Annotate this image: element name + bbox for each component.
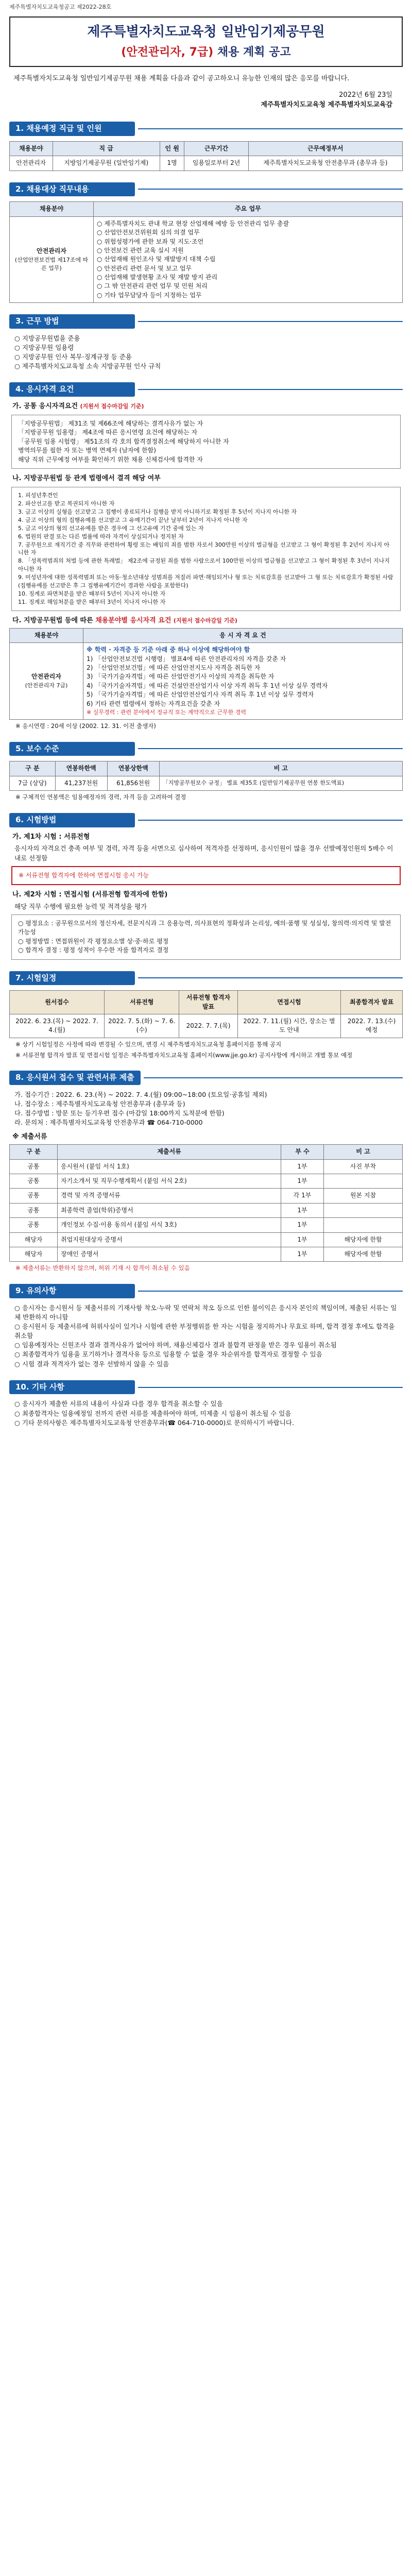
cell: 안전관리자 bbox=[10, 156, 53, 171]
duties-table bbox=[9, 201, 403, 303]
list-item: ○ 응시원서 등 제출서류에 허위사실이 있거나 시험에 관한 부정행위를 한 자는 시험을 정지하거나 무효로 하며, 합격 결정 후에도 합격을 취소함 bbox=[14, 1323, 395, 1340]
th-doc: 부 수 bbox=[281, 1145, 324, 1159]
section-8-header bbox=[9, 1071, 403, 1085]
section-2-title: 2. 채용대상 직무내용 bbox=[9, 182, 135, 197]
section-4-header bbox=[9, 382, 403, 397]
th-class: 구 분 bbox=[10, 761, 56, 776]
cell: 제주특별자치도교육청 안전총무과 (총무과 등) bbox=[248, 156, 402, 171]
disqualification-box bbox=[11, 487, 401, 611]
sub3-note: (지원서 접수마감일 기준) bbox=[173, 617, 237, 624]
section-2-header bbox=[9, 182, 403, 197]
cell: 1부 bbox=[281, 1159, 324, 1174]
th-dept: 근무예정부서 bbox=[248, 141, 402, 156]
th-min: 연봉하한액 bbox=[55, 761, 107, 776]
cell: 1부 bbox=[281, 1218, 324, 1232]
title-rest: 채용 계획 공고 bbox=[213, 45, 291, 59]
cell: 41,237천원 bbox=[55, 776, 107, 790]
round2-heading: 나. 제2차 시험 : 면접시험 (서류전형 합격자에 한함) bbox=[12, 891, 168, 899]
list-item: 5. 금고 이상의 형의 선고유예를 받은 경우에 그 선고유예 기간 중에 있는 자 bbox=[18, 524, 204, 532]
cell: 「지방공무원보수 규정」 별표 제35호 (일반임기제공무원 연봉 한도액표) bbox=[159, 776, 402, 790]
list-item: ○ 기타 문의사항은 제주특별자치도교육청 안전총무과(☎ 064-710-0000)로 문의하시기 바랍니다. bbox=[14, 1418, 294, 1427]
table-row bbox=[10, 1159, 403, 1174]
th-sched: 서류전형 합격자 발표 bbox=[179, 991, 237, 1014]
list-item: 4) 「국가기술자격법」에 따른 건설안전산업기사 이상 자격 취득 후 1년 이상 실무 경력자 bbox=[87, 682, 328, 689]
list-item: ○ 지방공무원 임용령 bbox=[14, 344, 74, 352]
list-item: 2) 「산업안전보건법」에 따른 산업안전지도사 자격을 취득한 자 bbox=[87, 664, 261, 672]
cell: 공통 bbox=[10, 1218, 58, 1232]
round1-box: ※ 서류전형 합격자에 한하여 면접시험 응시 가능 bbox=[11, 866, 401, 885]
cell: 공통 bbox=[10, 1159, 58, 1174]
title-line2 bbox=[18, 44, 394, 61]
th-requirements: 응 시 자 격 요 건 bbox=[83, 628, 403, 642]
intro-text: 제주특별자치도교육청 일반임기제공무원 채용 계획을 다음과 같이 공고하오니 유능한 인재의 많은 응모를 바랍니다. bbox=[13, 74, 350, 82]
schedule-note: ※ 상기 시험일정은 사정에 따라 변경될 수 있으며, 변경 시 제주특별자치도교육청 홈페이지를 통해 공지 bbox=[15, 1040, 282, 1048]
th-field: 채용분야 bbox=[10, 202, 94, 216]
list-item: ○ 산업재해 발생현황 조사 및 재발 방지 관리 bbox=[97, 274, 218, 281]
salary-note: ※ 구체적인 연봉액은 임용예정자의 경력, 자격 등을 고려하여 결정 bbox=[15, 793, 186, 801]
cell: 2022. 7. 13.(수) 예정 bbox=[341, 1014, 403, 1038]
caution-list bbox=[14, 1303, 398, 1369]
table-row bbox=[10, 643, 403, 720]
recruitment-table bbox=[9, 141, 403, 171]
th-sched: 원서접수 bbox=[10, 991, 105, 1014]
documents-note: ※ 제출서류는 반환하지 않으며, 허위 기재 시 합격이 취소될 수 있음 bbox=[15, 1264, 190, 1272]
cell: 1부 bbox=[281, 1174, 324, 1189]
salary-table bbox=[9, 761, 403, 791]
list-item: 6) 기타 관련 법령에서 정하는 자격요건을 갖춘 자 bbox=[87, 700, 220, 707]
th-duties: 주요 업무 bbox=[94, 202, 403, 216]
duty-field-cell bbox=[10, 216, 94, 303]
req-main: ※ 학력 · 자격증 등 기준 아래 중 하나 이상에 해당하여야 함 bbox=[87, 646, 250, 654]
th-max: 연봉상한액 bbox=[107, 761, 159, 776]
list-item: ○ 최종합격자는 임용예정일 전까지 관련 서류를 제출하여야 하며, 미제출 시 임용이 취소될 수 있음 bbox=[14, 1409, 291, 1417]
list-item: ○ 평정요소 : 공무원으로서의 정신자세, 전문지식과 그 응용능력, 의사표현의 정확성과 논리성, 예의·품행 및 성실성, 창의력·의지력 및 발전 가능성 bbox=[18, 919, 391, 936]
announcement-date: 2022년 6월 23일 bbox=[339, 91, 392, 99]
issuer: 제주특별자치도교육청 제주특별자치도교육감 bbox=[261, 101, 392, 109]
list-item: ○ 기타 업무담당자 등이 지정하는 업무 bbox=[97, 291, 202, 299]
cell: 장애인 증명서 bbox=[58, 1247, 281, 1262]
section-1-header bbox=[9, 122, 403, 136]
list-item: 11. 징계로 해임처분을 받은 때부터 3년이 지나지 아니한 자 bbox=[18, 599, 166, 606]
sub1-label: 가. 공통 응시자격요건 bbox=[12, 402, 78, 411]
cell: 1부 bbox=[281, 1203, 324, 1217]
cell: 2022. 7. 11.(월) 시간, 장소는 별도 안내 bbox=[237, 1014, 341, 1038]
th-field: 채용분야 bbox=[10, 628, 83, 642]
th-count: 인 원 bbox=[160, 141, 184, 156]
list-item: ○ 임용예정자는 신원조사 결과 결격사유가 없어야 하며, 채용신체검사 결과 불합격 판정을 받은 경우 임용이 취소됨 bbox=[14, 1341, 337, 1349]
list-item: 9. 미성년자에 대한 성폭력범죄 또는 아동·청소년대상 성범죄를 저질러 파면·해임되거나 형 또는 치료감호를 선고받아 그 형 또는 치료감호가 확정된 사람(집행유예를 선고받은 후 그 집행유예기간이 경과한 사람을 포함한다) bbox=[18, 574, 393, 589]
cell: 해당자 bbox=[10, 1247, 58, 1262]
list-item: 1) 「산업안전보건법 시행령」 별표4에 따른 안전관리자의 자격을 갖춘 자 bbox=[87, 655, 286, 663]
req-note: ※ 실무경력 : 관련 분야에서 정규직 또는 계약직으로 근무한 경력 bbox=[87, 708, 247, 716]
list-item: 5) 「국가기술자격법」에 따른 산업안전산업기사 자격 취득 후 1년 이상 실무 경력자 bbox=[87, 691, 314, 699]
duty-field-sub: (산업안전보건법 제17조에 따른 업무) bbox=[14, 256, 89, 272]
req-field-cell bbox=[10, 643, 83, 720]
th-sched: 최종합격자 발표 bbox=[341, 991, 403, 1014]
section-6-title: 6. 시험방법 bbox=[9, 813, 135, 827]
work-method-list bbox=[14, 334, 398, 371]
list-item: 다. 접수방법 : 방문 또는 등기우편 접수 (마감일 18:00까지 도착분에 한함) bbox=[14, 1109, 225, 1117]
sub1-note: (지원서 접수마감일 기준) bbox=[80, 403, 144, 410]
round1-heading: 가. 제1차 시험 : 서류전형 bbox=[12, 833, 90, 841]
duty-list-cell bbox=[94, 216, 403, 303]
cell: 2022. 6. 23.(목) ~ 2022. 7. 4.(월) bbox=[10, 1014, 105, 1038]
th-field: 채용분야 bbox=[10, 141, 53, 156]
req-list-cell bbox=[83, 643, 403, 720]
section-6-header bbox=[9, 813, 403, 827]
cell: 각 1부 bbox=[281, 1189, 324, 1203]
sub3-highlight: 채용분야별 응시자격 요건 bbox=[95, 617, 171, 624]
documents-heading: ※ 제출서류 bbox=[12, 1133, 47, 1141]
list-item: ○ 제주특별자치도교육청 소속 지방공무원 인사 규칙 bbox=[14, 362, 161, 370]
list-item: 가. 접수기간 : 2022. 6. 23.(목) ~ 2022. 7. 4.(월) 09:00~18:00 (토요일·공휴일 제외) bbox=[14, 1090, 267, 1098]
cell: 1부 bbox=[281, 1247, 324, 1262]
table-row bbox=[10, 1203, 403, 1217]
section-5-title: 5. 보수 수준 bbox=[9, 742, 135, 756]
list-item: ○ 산업안전보건위원회 심의 의결 업무 bbox=[97, 229, 200, 236]
cell bbox=[324, 1174, 403, 1189]
cell bbox=[324, 1203, 403, 1217]
list-item: 「지방공무원법」 제31조 및 제66조에 해당하는 결격사유가 없는 자 bbox=[18, 420, 203, 428]
subheading-common bbox=[12, 402, 400, 412]
cell: 1명 bbox=[160, 156, 184, 171]
list-item: 병역의무를 필한 자 또는 병역 면제자 (남자에 한함) bbox=[18, 447, 156, 454]
table-row bbox=[10, 1174, 403, 1189]
section-5-header bbox=[9, 742, 403, 756]
list-item: 2. 파산선고를 받고 복권되지 아니한 자 bbox=[18, 500, 115, 507]
list-item: ○ 합격자 결정 : 평정 성적이 우수한 자를 합격자로 결정 bbox=[18, 946, 169, 954]
req-field: 안전관리자 bbox=[31, 673, 61, 681]
round2-box bbox=[11, 914, 401, 960]
list-item: ○ 위험성평가에 관한 보좌 및 지도·조언 bbox=[97, 238, 204, 245]
th-doc: 비 고 bbox=[324, 1145, 403, 1159]
section-9-title: 9. 유의사항 bbox=[9, 1284, 135, 1298]
list-item: 「공무원 임용 시험령」 제51조의 각 호의 합격결정취소에 해당하지 아니한 자 bbox=[18, 437, 229, 445]
list-item: ○ 응시자는 응시원서 등 제출서류의 기재사항 착오·누락 및 연락처 착오 등으로 인한 불이익은 응시자 본인의 책임이며, 제출된 서류는 일체 반환하지 아니함 bbox=[14, 1303, 397, 1321]
application-info bbox=[14, 1090, 398, 1128]
cell: 7급 (상당) bbox=[10, 776, 56, 790]
title-line1: 제주특별자치도교육청 일반임기제공무원 bbox=[87, 24, 325, 40]
list-item: ○ 지방공무원법을 준용 bbox=[14, 334, 80, 342]
cell: 응시원서 (붙임 서식 1호) bbox=[58, 1159, 281, 1174]
cell: 원본 지참 bbox=[324, 1189, 403, 1203]
documents-table bbox=[9, 1144, 403, 1262]
list-item: ○ 그 밖 안전관리 관련 업무 및 민원 처리 bbox=[97, 282, 208, 290]
th-doc: 구 분 bbox=[10, 1145, 58, 1159]
th-grade: 직 급 bbox=[53, 141, 160, 156]
cell: 해당자에 한함 bbox=[324, 1247, 403, 1262]
th-sched: 면접시험 bbox=[237, 991, 341, 1014]
title-highlight: (안전관리자, 7급) bbox=[121, 45, 214, 59]
list-item: 라. 문의처 : 제주특별자치도교육청 안전총무과 ☎ 064-710-0000 bbox=[14, 1118, 203, 1127]
common-requirements-box bbox=[11, 415, 401, 469]
th-sched: 서류전형 bbox=[104, 991, 179, 1014]
schedule-table bbox=[9, 990, 403, 1038]
table-row bbox=[10, 216, 403, 303]
section-3-header bbox=[9, 314, 403, 329]
cell: 사진 부착 bbox=[324, 1159, 403, 1174]
cell: 공통 bbox=[10, 1189, 58, 1203]
table-row bbox=[10, 1014, 403, 1038]
section-4-title: 4. 응시자격 요건 bbox=[9, 382, 135, 397]
requirements-table bbox=[9, 628, 403, 720]
th-remark: 비 고 bbox=[159, 761, 402, 776]
subheading-specific bbox=[12, 616, 400, 626]
list-item: ○ 제주특별자치도 관내 학교 현장 산업재해 예방 등 안전관리 업무 총괄 bbox=[97, 219, 289, 227]
section-9-header bbox=[9, 1284, 403, 1298]
list-item: ○ 최종합격자가 임용을 포기하거나 결격사유 등으로 임용할 수 없을 경우 차순위자를 합격자로 결정할 수 있음 bbox=[14, 1350, 322, 1359]
list-item: 10. 징계로 파면처분을 받은 때부터 5년이 지나지 아니한 자 bbox=[18, 590, 166, 598]
section-1-title: 1. 채용예정 직급 및 인원 bbox=[9, 122, 135, 136]
cell: 공통 bbox=[10, 1203, 58, 1217]
table-row bbox=[10, 1218, 403, 1232]
list-item: ○ 지방공무원 인사 복무·징계규정 등 준용 bbox=[14, 353, 132, 361]
req-field-sub: (안전관리자 7급) bbox=[25, 682, 68, 689]
cell: 자기소개서 및 직무수행계획서 (붙임 서식 2호) bbox=[58, 1174, 281, 1189]
cell: 2022. 7. 5.(화) ~ 7. 6.(수) bbox=[104, 1014, 179, 1038]
other-list bbox=[14, 1399, 398, 1427]
list-item: 해당 직위 근무예정 여부를 확인하기 위한 채용 신체검사에 합격한 자 bbox=[18, 455, 203, 463]
list-item: ○ 산업재해 원인조사 및 재발방지 대책 수립 bbox=[97, 256, 216, 263]
cell: 1부 bbox=[281, 1232, 324, 1247]
age-note: ※ 응시연령 : 20세 이상 (2002. 12. 31. 이전 출생자) bbox=[15, 722, 156, 730]
list-item: 「지방공무원 임용령」 제4조에 따른 응시연령 요건에 해당하는 자 bbox=[18, 429, 198, 436]
list-item: 1. 피성년후견인 bbox=[18, 492, 58, 499]
cell: 공통 bbox=[10, 1174, 58, 1189]
th-period: 근무기간 bbox=[184, 141, 248, 156]
list-item: 4. 금고 이상의 형의 집행유예를 선고받고 그 유예기간이 끝난 날부터 2년이 지나지 아니한 자 bbox=[18, 516, 248, 523]
list-item: 7. 공무원으로 재직기간 중 직무와 관련하여 횡령 또는 배임의 죄를 범한 자로서 300만원 이상의 벌금형을 선고받고 그 형이 확정된 후 2년이 지나지 아니한 자 bbox=[18, 541, 390, 556]
cell: 취업지원대상자 증명서 bbox=[58, 1232, 281, 1247]
round2-text: 해당 직무 수행에 필요한 능력 및 적격성을 평가 bbox=[14, 902, 147, 910]
table-row bbox=[10, 1247, 403, 1262]
list-item: ○ 시험 결과 적격자가 없는 경우 선발하지 않을 수 있음 bbox=[14, 1360, 169, 1368]
list-item: 3) 「국가기술자격법」에 따른 산업안전기사 이상의 자격을 취득한 자 bbox=[87, 673, 274, 681]
list-item: ○ 안전관리 관련 문서 및 보고 업무 bbox=[97, 264, 192, 272]
schedule-note: ※ 서류전형 합격자 발표 및 면접시험 일정은 제주특별자치도교육청 홈페이지(www.jje.go.kr) 공지사항에 게시하고 개별 통보 예정 bbox=[15, 1051, 353, 1059]
subheading-disqualification: 나. 지방공무원법 등 관계 법령에서 결격 해당 여부 bbox=[12, 474, 161, 483]
list-item: 나. 접수장소 : 제주특별자치도교육청 안전총무과 (총무과 등) bbox=[14, 1100, 185, 1108]
announcement-number: 제주특별자치도교육청공고 제2022-28호 bbox=[9, 4, 112, 10]
list-item: ○ 평정방법 : 면접위원이 각 평정요소별 상·중·하로 평정 bbox=[18, 937, 169, 945]
section-7-header bbox=[9, 971, 403, 986]
sub3-label: 다. 지방공무원법 등에 따른 bbox=[12, 617, 96, 624]
cell: 61,856천원 bbox=[107, 776, 159, 790]
section-3-title: 3. 근무 방법 bbox=[9, 314, 135, 329]
list-item: 3. 금고 이상의 실형을 선고받고 그 집행이 종료되거나 집행을 받지 아니하기로 확정된 후 5년이 지나지 아니한 자 bbox=[18, 508, 297, 515]
list-item: ○ 안전보건 관련 교육 실시 지원 bbox=[97, 246, 184, 254]
table-row bbox=[10, 776, 403, 790]
cell: 임용일로부터 2년 bbox=[184, 156, 248, 171]
section-7-title: 7. 시험일정 bbox=[9, 971, 135, 986]
cell: 최종학력 졸업(학위)증명서 bbox=[58, 1203, 281, 1217]
list-item: ○ 응시자가 제출한 서류의 내용이 사실과 다를 경우 합격을 취소할 수 있음 bbox=[14, 1400, 223, 1408]
th-doc: 제출서류 bbox=[58, 1145, 281, 1159]
cell: 경력 및 자격 증명서류 bbox=[58, 1189, 281, 1203]
section-8-title: 8. 응시원서 접수 및 관련서류 제출 bbox=[9, 1071, 141, 1085]
list-item: 8. 「성폭력범죄의 처벌 등에 관한 특례법」 제2조에 규정된 죄를 범한 사람으로서 100만원 이상의 벌금형을 선고받고 그 형이 확정된 후 3년이 지나지 아니한 자 bbox=[18, 557, 390, 573]
cell bbox=[324, 1218, 403, 1232]
cell: 개인정보 수집·이용 동의서 (붙임 서식 3호) bbox=[58, 1218, 281, 1232]
round1-text: 응시자의 자격요건 충족 여부 및 경력, 자격 등을 서면으로 심사하여 적격자를 선정하며, 응시인원이 많을 경우 선발예정인원의 5배수 이내로 선정함 bbox=[14, 844, 393, 862]
cell: 해당자에 한함 bbox=[324, 1232, 403, 1247]
table-row bbox=[10, 1232, 403, 1247]
duty-field: 안전관리자 bbox=[37, 247, 66, 255]
list-item: 6. 법원의 판결 또는 다른 법률에 따라 자격이 상실되거나 정지된 자 bbox=[18, 533, 184, 540]
table-row bbox=[10, 156, 403, 171]
section-10-header bbox=[9, 1380, 403, 1395]
cell: 지방임기제공무원 (일반임기제) bbox=[53, 156, 160, 171]
title-box bbox=[9, 16, 403, 67]
cell: 2022. 7. 7.(목) bbox=[179, 1014, 237, 1038]
table-row bbox=[10, 1189, 403, 1203]
section-10-title: 10. 기타 사항 bbox=[9, 1380, 135, 1395]
cell: 해당자 bbox=[10, 1232, 58, 1247]
